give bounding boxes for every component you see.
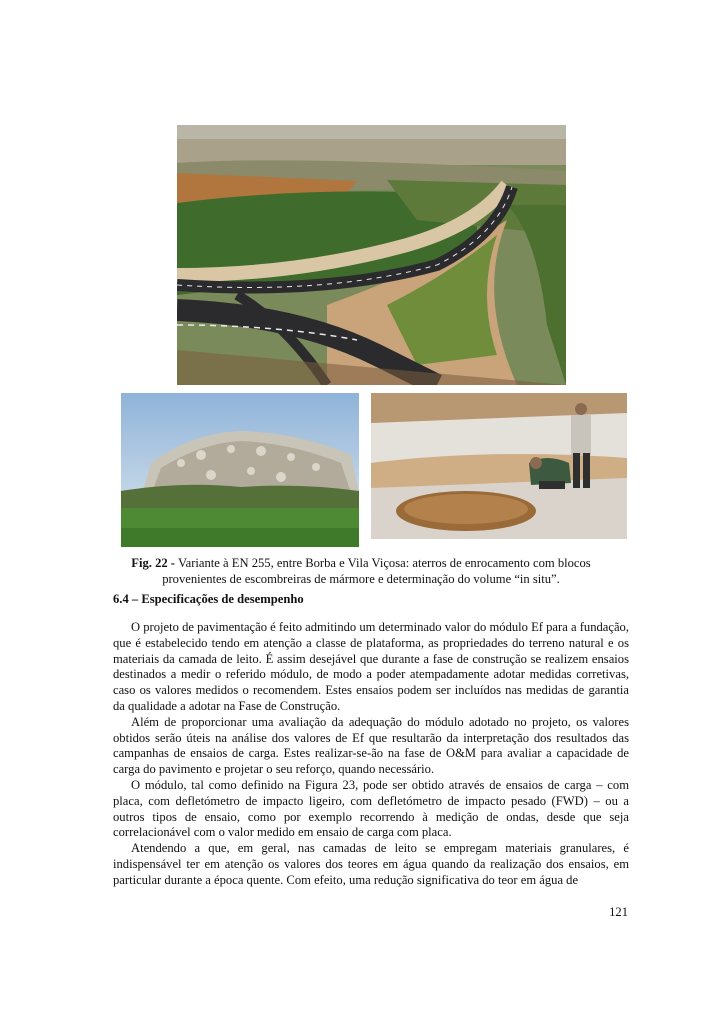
aerial-highway-photo (177, 125, 566, 385)
paragraph: Atendendo a que, em geral, nas camadas de leito se empregam materiais granulares, é indispensável ter em atenção os valores dos teores em água quando da realização dos ensaios, em particular durante a época quente. Com efeito, uma redução significativa do teor em água de (113, 841, 629, 887)
paragraph: O projeto de pavimentação é feito admitindo um determinado valor do módulo Ef para a fundação, que é estabelecido tendo em atenção a classe de plataforma, as propriedades do terreno natural e os materiais da camada de leito. É assim desejável que durante a fase de construção se realizem ensaios destinados a medir o referido módulo, de modo a poder atempadamente adotar medidas corretivas, caso os valores medidos o recomendem. Estes ensaios podem ser incluídos nas medidas de garantia da qualidade a adotar na Fase de Construção. (113, 620, 629, 713)
in-situ-volume-pit-photo (371, 393, 627, 539)
page-number: 121 (609, 905, 628, 919)
section-heading: 6.4 – Especificações de desempenho (113, 592, 304, 606)
figure-label: Fig. 22 - (131, 556, 176, 570)
paragraph: Além de proporcionar uma avaliação da adequação do módulo adotado no projeto, os valores obtidos serão úteis na análise dos valores de Ef que resultarão da interpretação dos resultados das campanhas de ensaios de carga. Estes realizar-se-ão na fase de O&M para avaliar a capacidade de carga do pavimento e projetar o seu reforço, quando necessário. (113, 714, 629, 777)
body-text (113, 620, 629, 889)
figure-caption-text: Variante à EN 255, entre Borba e Vila Viçosa: aterros de enrocamento com blocos provenientes de escombreiras de mármore e determinação do volume “in situ”. (162, 556, 591, 586)
rockfill-embankment-photo (121, 393, 359, 547)
figure-caption (113, 555, 609, 587)
paragraph: O módulo, tal como definido na Figura 23, pode ser obtido através de ensaios de carga – com placa, com defletómetro de impacto ligeiro, com defletómetro de impacto pesado (FWD) – ou a outros tipos de ensaio, como por exemplo recorrendo à medição de ondas, desde que seja correlacionável com o valor medido em ensaio de carga com placa. (113, 777, 629, 840)
